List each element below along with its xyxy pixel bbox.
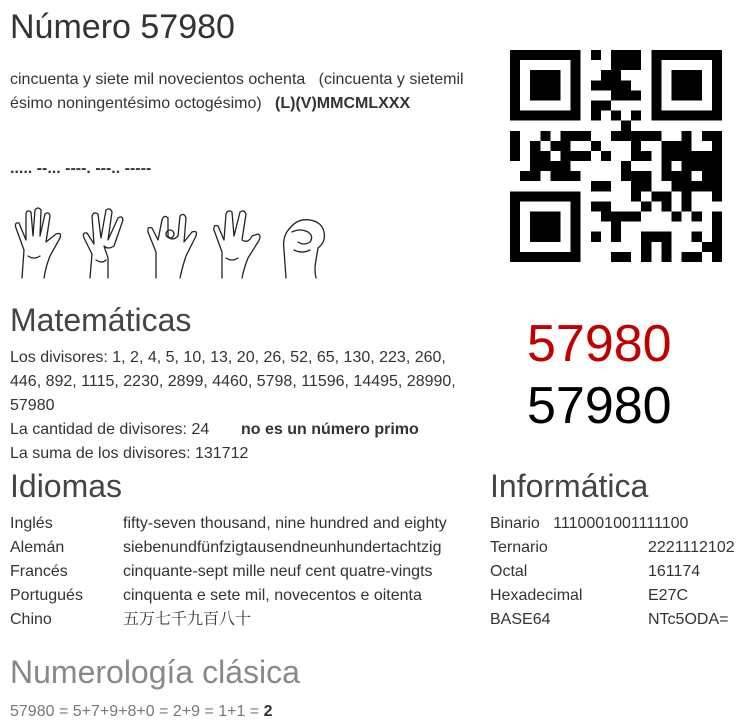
page-title: Número 57980 [10,8,235,46]
divisors-list: Los divisores: 1, 2, 4, 5, 10, 13, 20, 26, 52, 65, 130, 223, 260, 446, 892, 1115, 2230, 2899, 4460, 5798, 11596, 14495, 28990, 57980 [10,349,456,414]
qr-module [651,191,661,201]
qr-module [571,100,581,110]
qr-module [540,222,550,232]
qr-module [621,161,631,171]
language-value: siebenundfünfzigtausendneunhundertachtzig [123,539,442,556]
qr-module [672,151,682,161]
qr-module [520,252,530,262]
qr-module [692,252,702,262]
qr-module [712,212,722,222]
qr-module [702,131,712,141]
qr-module [682,201,692,211]
qr-module [571,50,581,60]
qr-module [712,50,722,60]
qr-module [661,191,671,201]
qr-module [560,161,570,171]
qr-module [611,90,621,100]
qr-module [530,141,540,151]
qr-module [712,171,722,181]
qr-module [621,50,631,60]
qr-module [601,100,611,110]
qr-module [591,100,601,110]
qr-module [510,222,520,232]
qr-module [530,111,540,121]
qr-module [651,232,661,242]
qr-module [550,212,560,222]
qr-module [571,111,581,121]
qr-module [571,151,581,161]
qr-module [560,131,570,141]
qr-module [651,131,661,141]
qr-module [611,131,621,141]
qr-module [510,141,520,151]
qr-module [550,111,560,121]
qr-module [682,80,692,90]
qr-module [621,212,631,222]
qr-module [692,90,702,100]
qr-module [571,201,581,211]
qr-module [702,161,712,171]
roman-numeral: (L)(V)MMCMLXXX [275,95,411,112]
language-label: Francés [10,563,68,580]
qr-module [631,50,641,60]
qr-module [550,141,560,151]
qr-module [712,252,722,262]
qr-module [631,151,641,161]
qr-module [631,212,641,222]
qr-module [712,222,722,232]
qr-module [530,70,540,80]
qr-module [510,80,520,90]
qr-module [712,151,722,161]
qr-module [702,181,712,191]
informatics-value: NTc5ODA= [648,611,729,628]
qr-module [611,60,621,70]
qr-module [672,70,682,80]
qr-module [611,222,621,232]
qr-module [621,80,631,90]
qr-module [571,60,581,70]
qr-module [692,70,702,80]
qr-module [631,191,641,201]
qr-module [540,191,550,201]
qr-module [702,242,712,252]
qr-module [601,201,611,211]
qr-module [540,50,550,60]
binary-value: 1110001001111100 [553,515,689,532]
qr-module [510,242,520,252]
qr-module [530,90,540,100]
qr-module [611,70,621,80]
hand-sign-icon [15,208,60,278]
qr-module [651,111,661,121]
qr-module [692,151,702,161]
qr-module [510,252,520,262]
hand-sign-icon [148,214,197,278]
qr-module [510,100,520,110]
qr-module [591,111,601,121]
qr-module [530,80,540,90]
qr-module [651,90,661,100]
qr-module [540,80,550,90]
big-number-red: 57980 [527,315,672,373]
qr-module [571,70,581,80]
qr-module [540,151,550,161]
qr-module [661,151,671,161]
qr-module [510,131,520,141]
qr-module [682,171,692,181]
qr-module [712,70,722,80]
qr-module [661,141,671,151]
numerology-sum: 57980 = 5+7+9+8+0 = 2+9 = 1+1 = [10,703,264,720]
qr-module [712,100,722,110]
qr-module [672,50,682,60]
qr-module [712,111,722,121]
informatics-label: Hexadecimal [490,587,583,604]
divisor-count-label: La cantidad de divisores: 24 [10,421,210,438]
qr-module [672,171,682,181]
qr-module [712,191,722,201]
qr-module [510,60,520,70]
ordinal-close: ) [256,95,262,112]
qr-module [550,70,560,80]
qr-module [661,50,671,60]
qr-module [510,111,520,121]
qr-module [601,212,611,222]
qr-module [682,181,692,191]
language-label: Chino [10,611,52,628]
ordinal-open: ( [318,71,324,88]
qr-module [530,171,540,181]
qr-module [560,141,570,151]
qr-module [661,242,671,252]
language-label: Alemán [10,539,65,556]
qr-module [682,252,692,262]
qr-module [601,181,611,191]
qr-module [550,161,560,171]
qr-module [641,181,651,191]
qr-module [540,252,550,262]
qr-module [682,131,692,141]
binary-label: Binario [490,515,540,532]
divisor-count [10,418,209,442]
qr-module [692,111,702,121]
qr-module [591,181,601,191]
qr-module [510,50,520,60]
qr-module [550,222,560,232]
language-label: Portugués [10,587,83,604]
qr-module [560,111,570,121]
qr-module [611,111,621,121]
qr-module [712,141,722,151]
qr-module [571,80,581,90]
qr-module [672,141,682,151]
informatics-label: Octal [490,563,528,580]
qr-module [611,50,621,60]
qr-module [621,90,631,100]
qr-module [601,80,611,90]
language-value: cinquenta e sete mil, novecentos e oitenta [123,587,422,604]
qr-module [581,151,591,161]
qr-module [571,232,581,242]
qr-module [641,131,651,141]
qr-module [702,151,712,161]
qr-module [672,181,682,191]
math-heading: Matemáticas [10,302,192,338]
language-value: 五万七千九百八十 [123,611,252,628]
qr-module [702,111,712,121]
qr-module [520,171,530,181]
qr-module [692,80,702,90]
qr-module [651,50,661,60]
qr-module [621,171,631,181]
qr-module [560,191,570,201]
qr-module [631,181,641,191]
qr-module [641,252,651,262]
qr-module [530,222,540,232]
qr-module [641,151,651,161]
qr-module [571,131,581,141]
qr-module [550,90,560,100]
qr-module [530,252,540,262]
qr-module [550,171,560,181]
qr-module [672,80,682,90]
qr-module [651,60,661,70]
qr-module [712,80,722,90]
qr-module [540,212,550,222]
qr-module [661,201,671,211]
qr-module [550,232,560,242]
qr-module [672,212,682,222]
qr-module [540,90,550,100]
qr-module [520,111,530,121]
qr-module [530,191,540,201]
ordinal-words: cincuenta y sietemil ésimo noningentésimo octogésimo [10,71,464,112]
qr-module [611,80,621,90]
qr-module [682,90,692,100]
divisor-sum: La suma de los divisores: 131712 [10,445,249,462]
qr-module [510,232,520,242]
qr-module [682,191,692,201]
qr-module [510,151,520,161]
qr-module [692,181,702,191]
informatics-value: E27C [648,587,689,604]
language-value: cinquante-sept mille neuf cent quatre-vingts [123,563,433,580]
qr-module [682,50,692,60]
qr-module [702,171,712,181]
qr-module [672,90,682,100]
qr-module [682,141,692,151]
qr-module [682,111,692,121]
qr-module [591,80,601,90]
qr-module [530,151,540,161]
qr-module [712,60,722,70]
qr-module [692,232,702,242]
qr-module [510,90,520,100]
qr-module [682,151,692,161]
qr-module [530,161,540,171]
qr-module [560,151,570,161]
qr-module [571,191,581,201]
qr-module [520,191,530,201]
qr-module [510,70,520,80]
qr-module [621,131,631,141]
qr-module [510,191,520,201]
qr-module [661,161,671,171]
morse-code: ..... --... ----. ---.. ----- [10,160,152,177]
qr-module [520,50,530,60]
qr-module [651,100,661,110]
qr-module [661,252,671,262]
informatics-label: BASE64 [490,611,551,628]
numerology-formula [10,700,272,724]
qr-module [530,50,540,60]
qr-module [571,90,581,100]
number-words [10,68,480,116]
qr-module [581,131,591,141]
qr-module [641,232,651,242]
hand-sign-icon [284,220,325,278]
qr-module [550,80,560,90]
qr-module [712,161,722,171]
language-label: Inglés [10,515,53,532]
informatics-value: 161174 [648,563,701,580]
qr-module [712,90,722,100]
qr-module [591,141,601,151]
qr-module [712,131,722,141]
qr-module [631,90,641,100]
qr-module [621,252,631,262]
qr-module [550,252,560,262]
qr-module [510,201,520,211]
qr-module [571,252,581,262]
informatics-heading: Informática [490,468,649,504]
words-spanish: cincuenta y siete mil novecientos ochenta [10,71,306,88]
qr-module [611,232,621,242]
qr-module [641,242,651,252]
numerology-result: 2 [263,703,273,720]
qr-module [621,60,631,70]
sign-language-hands [10,206,340,280]
qr-module [641,171,651,181]
qr-module [591,201,601,211]
qr-module [661,171,671,181]
qr-module [571,212,581,222]
language-value: fifty-seven thousand, nine hundred and eighty [123,515,447,532]
qr-module [601,151,611,161]
qr-module [631,141,641,151]
qr-module [560,252,570,262]
qr-module [560,171,570,181]
qr-module [571,222,581,232]
prime-status: no es un número primo [241,421,419,438]
qr-module [661,111,671,121]
qr-module [661,232,671,242]
qr-module [672,111,682,121]
qr-module [530,232,540,242]
qr-module [550,191,560,201]
qr-module [692,50,702,60]
qr-module [571,171,581,181]
qr-module [702,50,712,60]
qr-module [540,70,550,80]
qr-module [540,131,550,141]
qr-module [651,70,661,80]
qr-module [682,161,692,171]
qr-module [510,212,520,222]
informatics-label: Ternario [490,539,548,556]
qr-code [510,50,722,262]
qr-module [631,60,641,70]
qr-module [692,212,702,222]
qr-module [712,181,722,191]
big-number-black: 57980 [527,377,672,435]
qr-module [540,111,550,121]
numerology-heading: Numerología clásica [10,654,300,690]
qr-module [591,50,601,60]
qr-module [682,70,692,80]
qr-module [571,242,581,252]
qr-module [611,212,621,222]
binary-row [490,512,688,536]
qr-module [601,70,611,80]
hand-sign-icon [83,209,123,278]
qr-module [530,212,540,222]
hand-sign-icon [214,211,260,278]
qr-module [631,111,641,121]
qr-module [641,201,651,211]
qr-module [540,161,550,171]
qr-module [550,50,560,60]
qr-module [611,252,621,262]
qr-module [712,242,722,252]
qr-module [692,161,702,171]
qr-module [591,232,601,242]
qr-module [560,50,570,60]
qr-module [712,232,722,242]
informatics-value: 2221112102 [648,539,735,556]
languages-heading: Idiomas [10,468,123,504]
qr-module [631,171,641,181]
qr-module [540,232,550,242]
qr-module [631,131,641,141]
qr-module [651,80,661,90]
qr-module [621,121,631,131]
